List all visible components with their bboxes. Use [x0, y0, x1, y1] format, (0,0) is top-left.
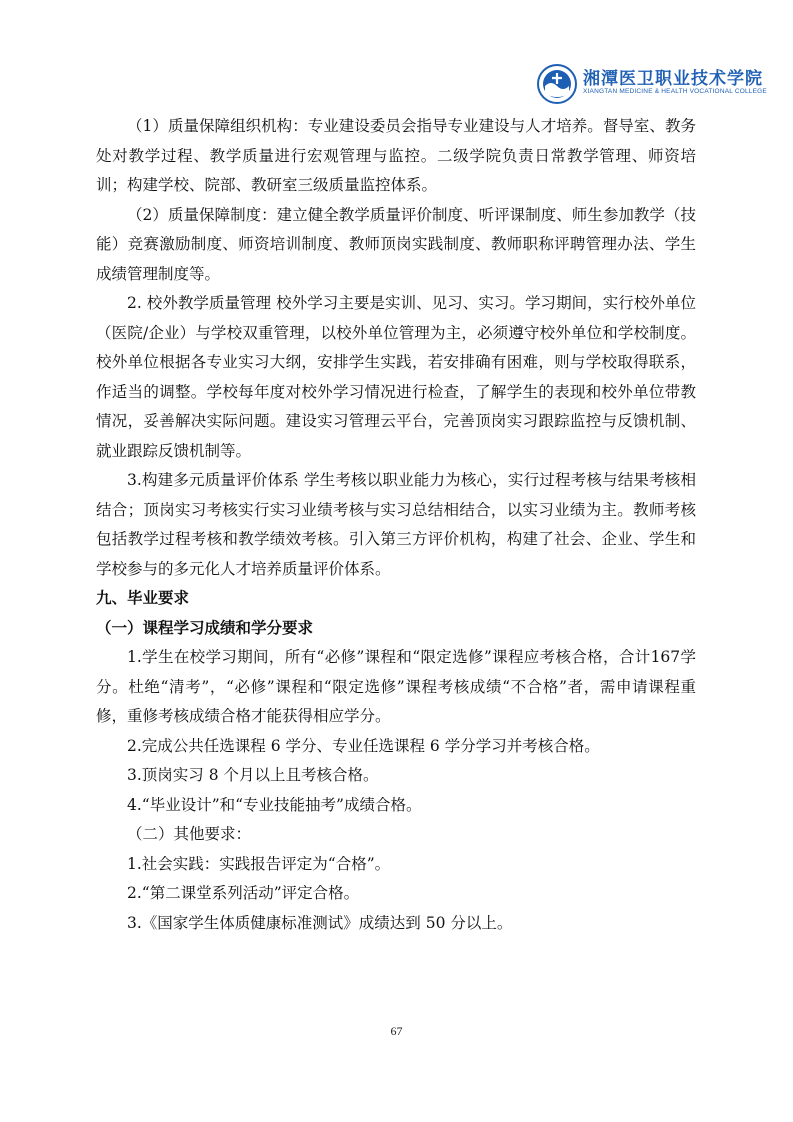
paragraph-quality-organization: （1）质量保障组织机构：专业建设委员会指导专业建设与人才培养。督导室、教务处对教学过程、教学质量进行宏观管理与监控。二级学院负责日常教学管理、师资培训；构建学校、院部、教研室三级质量监控体系。 [96, 117, 696, 194]
other-requirement-item: 3.《国家学生体质健康标准测试》成绩达到 50 分以上。 [127, 913, 513, 932]
paragraph-evaluation-system: 3.构建多元质量评价体系 学生考核以职业能力为核心，实行过程考核与结果考核相结合；顶岗实习考核实行实习业绩考核与实习总结相结合，以实习业绩为主。教师考核包括教学过程考核和教学绩效考核。引入第三方评价机构，构建了社会、企业、学生和学校参与的多元化人才培养质量评价体系。 [96, 471, 696, 578]
school-name: 湘潭医卫职业技术学院 [583, 69, 763, 89]
other-requirement-item: 1.社会实践：实践报告评定为“合格”。 [127, 854, 391, 873]
requirement-item: 1.学生在校学习期间，所有“必修”课程和“限定选修”课程应考核合格，合计167学分。杜绝“清考”，“必修”课程和“限定选修”课程考核成绩“不合格”者，需申请课程重修，重修考核成绩合格才能获得相应学分。 [96, 648, 696, 725]
section-subtitle: （一）课程学习成绩和学分要求 [96, 618, 314, 637]
other-requirements-title: （二）其他要求： [127, 825, 252, 843]
school-emblem-icon [537, 64, 577, 104]
requirement-item: 4.“毕业设计”和“专业技能抽考”成绩合格。 [127, 795, 422, 814]
document-body [96, 112, 696, 938]
paragraph-external-quality: 2. 校外教学质量管理 校外学习主要是实训、见习、实习。学习期间，实行校外单位（医院/企业）与学校双重管理，以校外单位管理为主，必须遵守校外单位和学校制度。校外单位根据各专业实习大纲，安排学生实践，若安排确有困难，则与学校取得联系，作适当的调整。学校每年度对校外学习情况进行检查，了解学生的表现和校外单位带教情况，妥善解决实际问题。建设实习管理云平台，完善顶岗实习跟踪监控与反馈机制、就业跟踪反馈机制等。 [96, 294, 696, 460]
paragraph-quality-system: （2）质量保障制度：建立健全教学质量评价制度、听评课制度、师生参加教学（技能）竞赛激励制度、师资培训制度、教师顶岗实践制度、教师职称评聘管理办法、学生成绩管理制度等。 [96, 205, 696, 283]
requirement-item: 3.顶岗实习 8 个月以上且考核合格。 [127, 766, 379, 784]
requirement-item: 2.完成公共任选课程 6 学分、专业任选课程 6 学分学习并考核合格。 [127, 736, 600, 755]
page-number: 67 [390, 1024, 403, 1038]
school-logo [537, 62, 767, 108]
other-requirement-item: 2.“第二课堂系列活动”评定合格。 [127, 884, 360, 902]
section-title: 九、毕业要求 [96, 589, 190, 607]
school-name-en: XIANGTAN MEDICINE & HEALTH VOCATIONAL COLLEGE [583, 88, 767, 95]
